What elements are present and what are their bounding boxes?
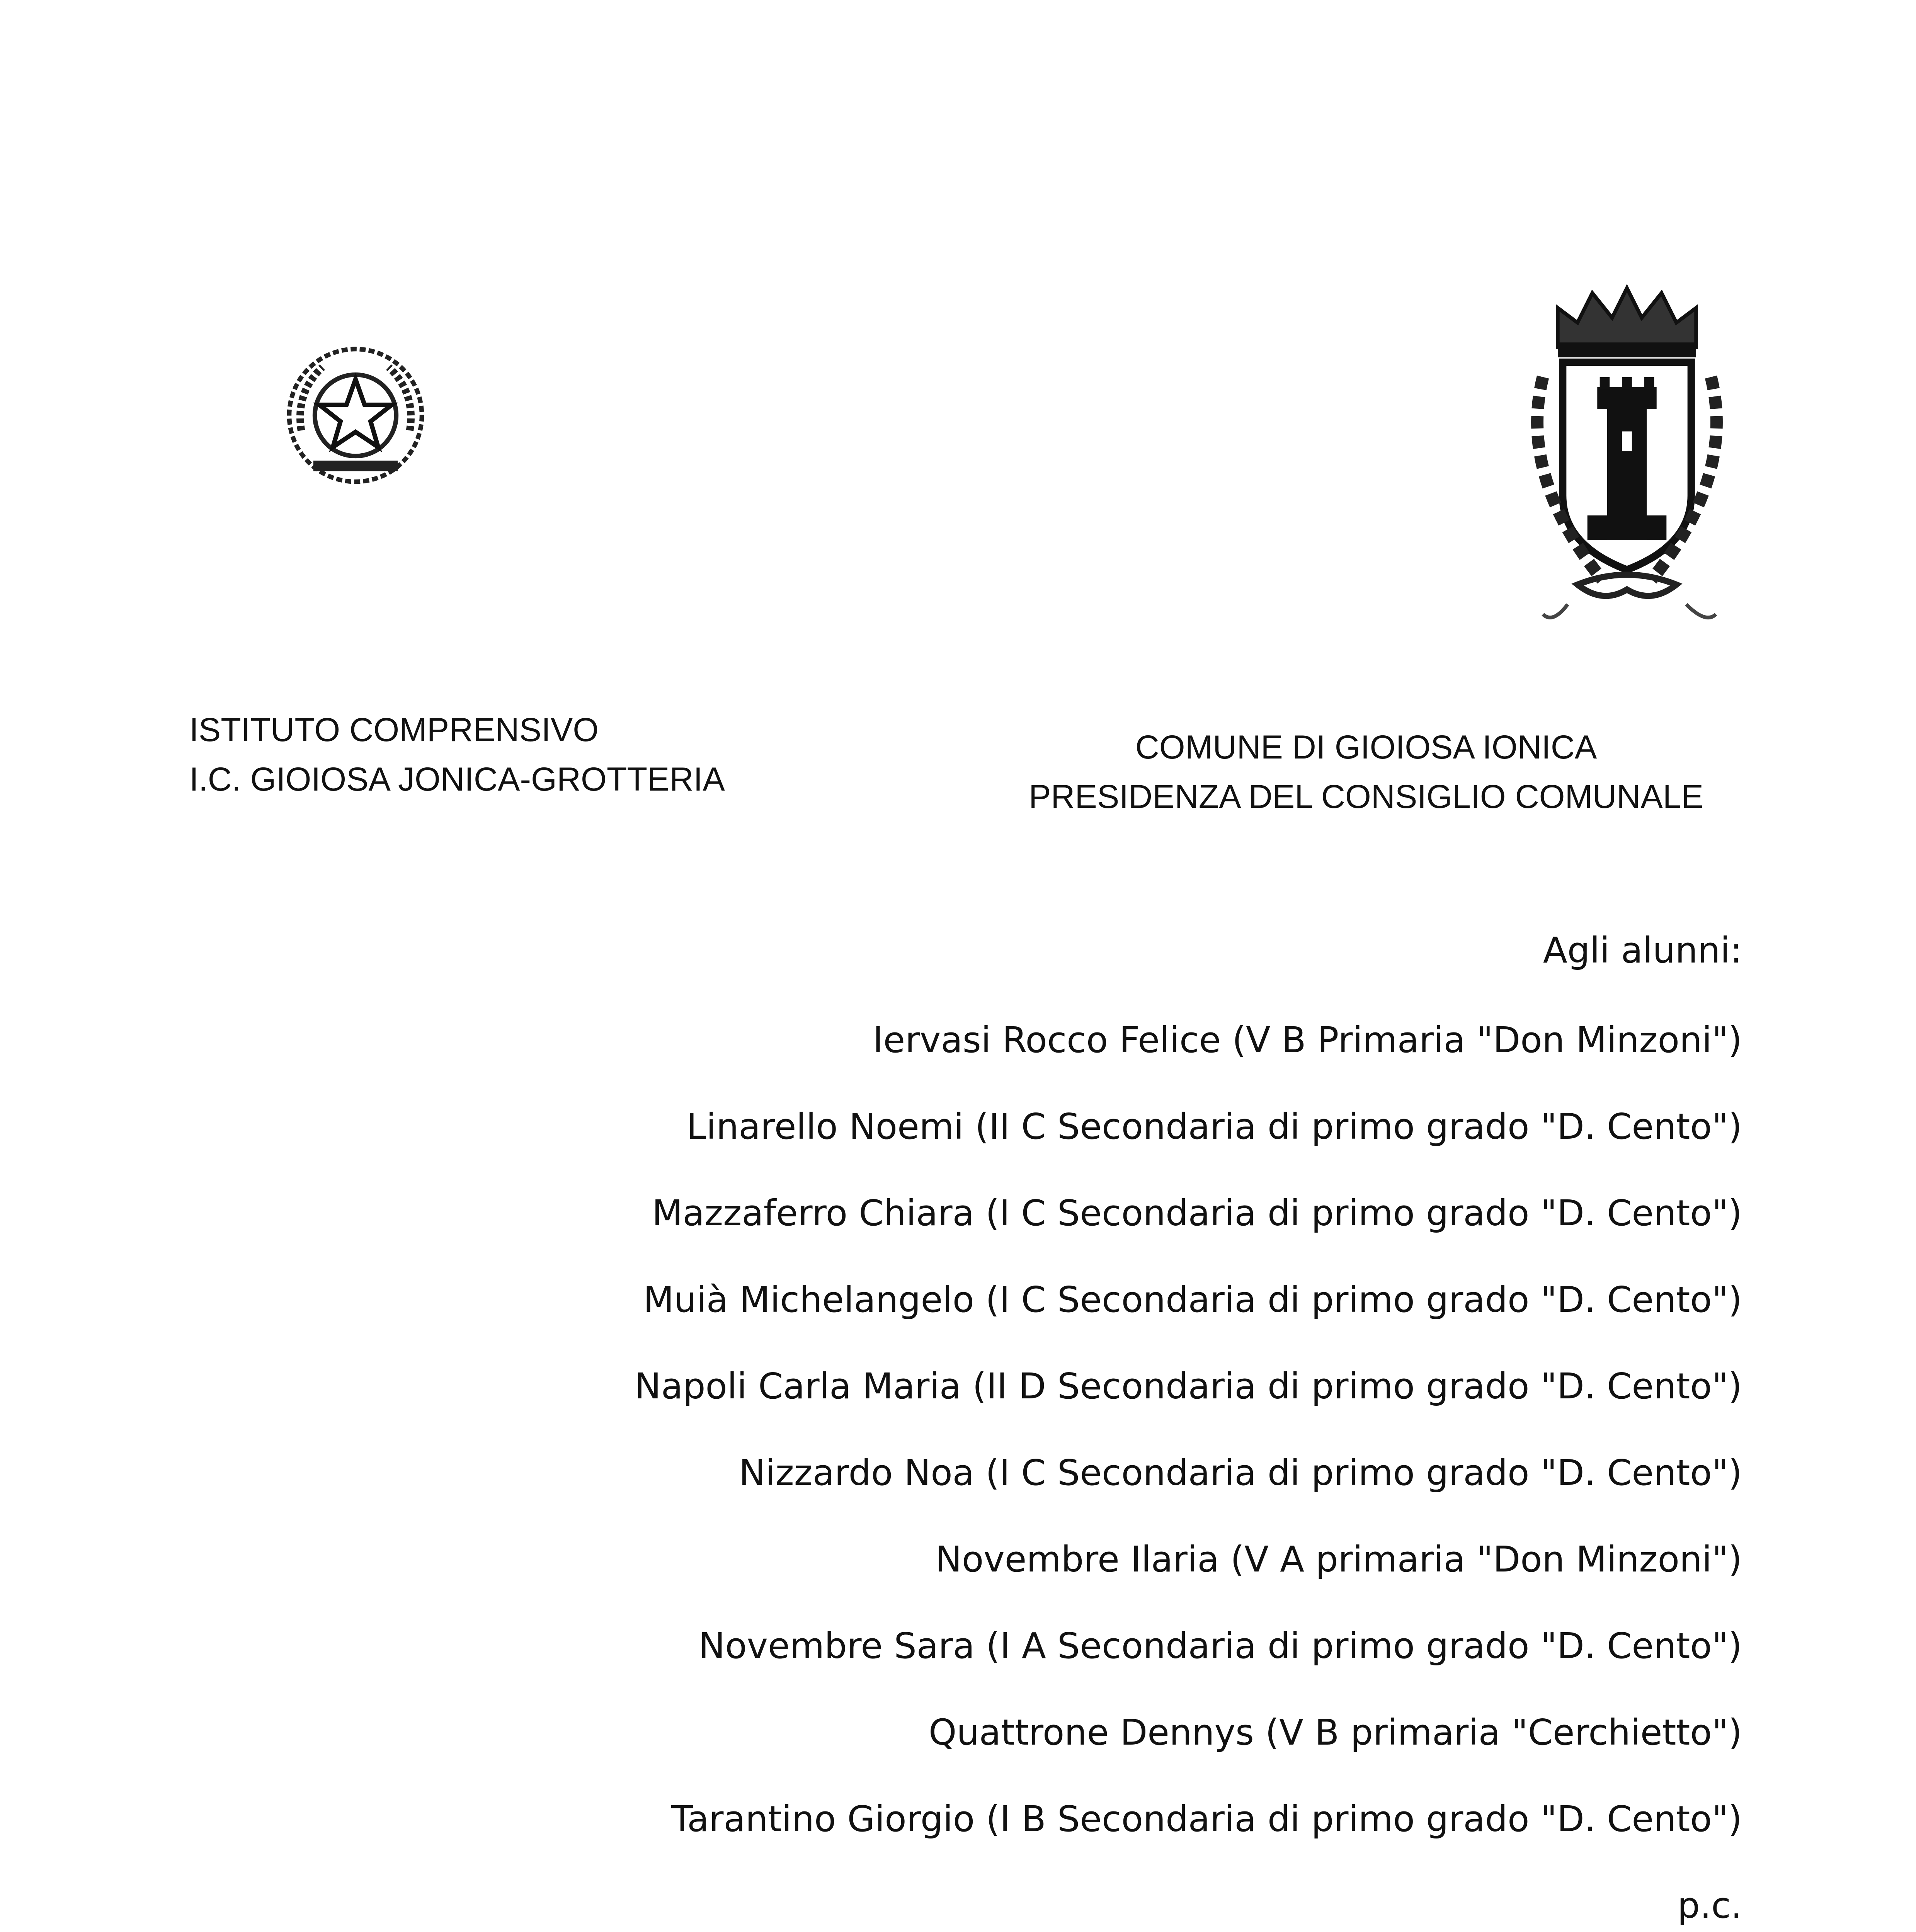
student-entry: Nizzardo Noa (I C Secondaria di primo grado "D. Cento") [739,1452,1742,1493]
addressee-list [196,904,1742,1932]
student-entry: Iervasi Rocco Felice (V B Primaria "Don Minzoni") [873,1019,1742,1061]
student-entry: Muià Michelangelo (I C Secondaria di primo grado "D. Cento") [643,1279,1742,1320]
municipal-coat-of-arms-icon [1503,278,1751,641]
student-entry: Novembre Ilaria (V A primaria "Don Minzoni") [935,1539,1742,1580]
addressee-intro: Agli alunni: [1543,930,1742,971]
student-entry: Tarantino Giorgio (I B Secondaria di primo grado "D. Cento") [671,1798,1742,1840]
school-name-line1: ISTITUTO COMPRENSIVO [189,711,599,748]
school-name-line2: I.C. GIOIOSA JONICA-GROTTERIA [189,761,725,798]
italian-republic-emblem-icon [280,340,431,491]
council-presidency: PRESIDENZA DEL CONSIGLIO COMUNALE [1029,778,1703,815]
student-entry: Linarello Noemi (II C Secondaria di primo grado "D. Cento") [686,1106,1742,1147]
student-entry: Quattrone Dennys (V B primaria "Cerchietto") [928,1712,1742,1753]
school-header [189,705,725,804]
student-entry: Mazzaferro Chiara (I C Secondaria di primo grado "D. Cento") [652,1192,1742,1234]
pc-label: p.c. [1677,1885,1742,1926]
municipality-name: COMUNE DI GIOIOSA IONICA [1135,729,1597,766]
student-entry: Napoli Carla Maria (II D Secondaria di primo grado "D. Cento") [634,1366,1742,1407]
municipality-header [989,723,1743,821]
student-entry: Novembre Sara (I A Secondaria di primo grado "D. Cento") [698,1625,1742,1667]
